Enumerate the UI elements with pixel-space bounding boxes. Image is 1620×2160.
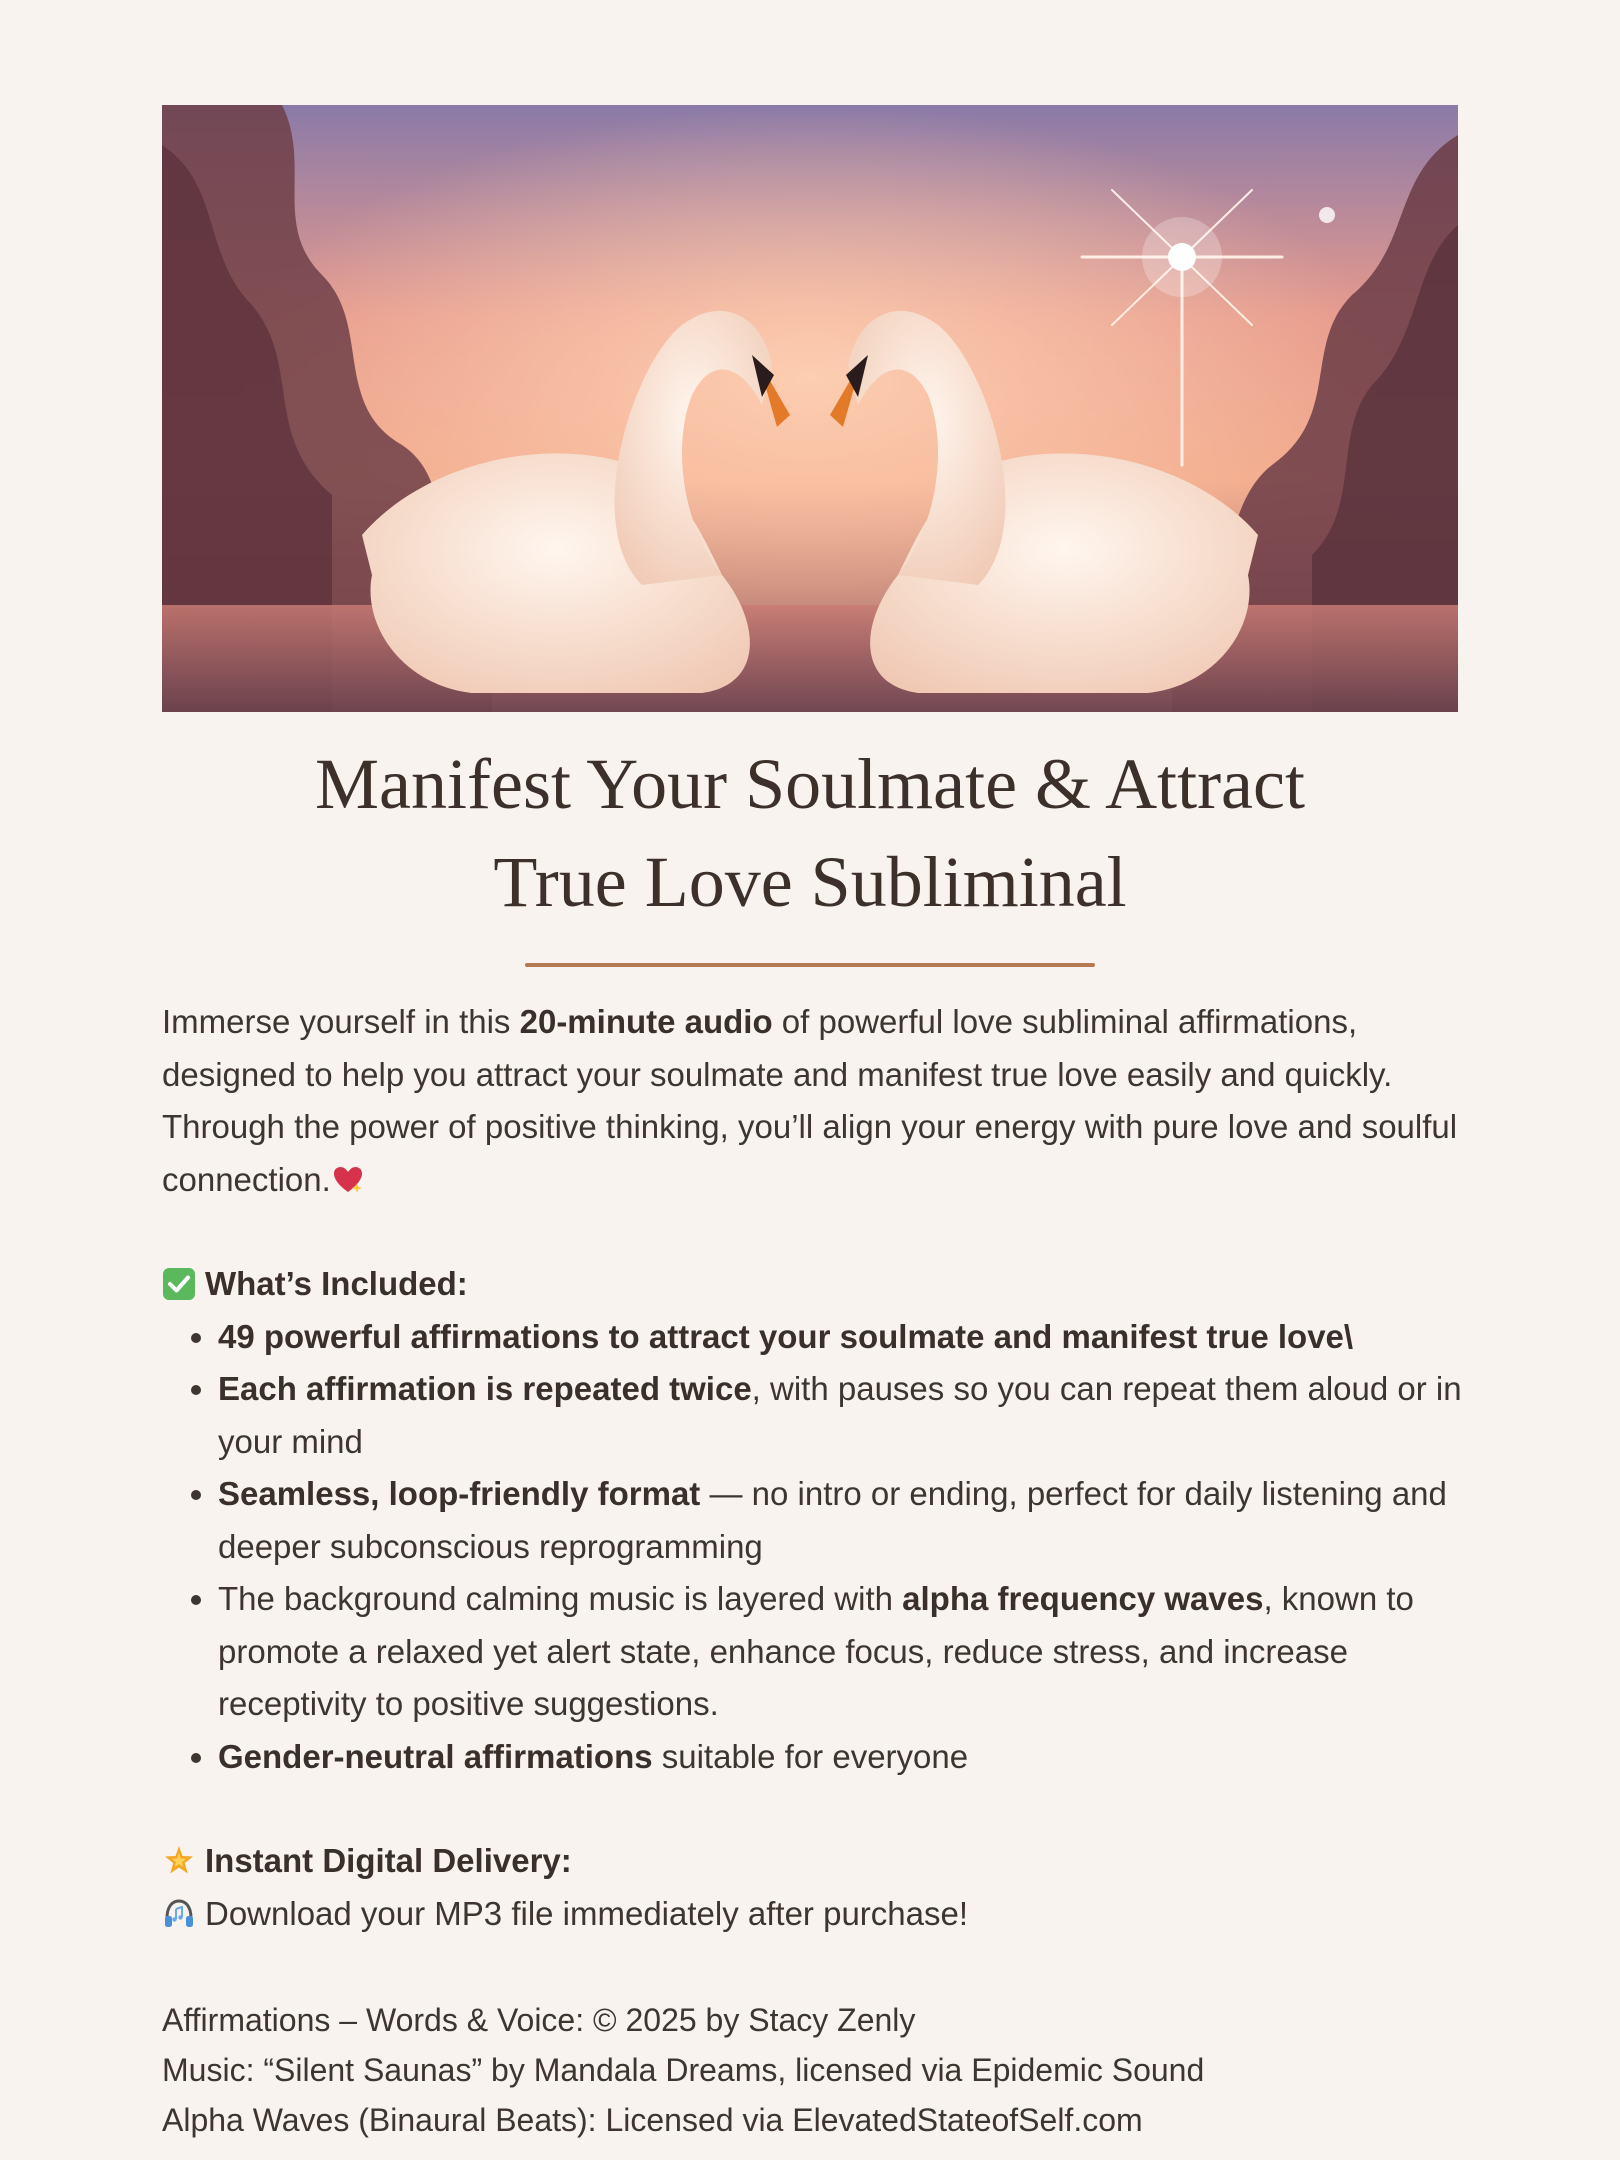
item-bold: alpha frequency waves: [902, 1580, 1264, 1617]
list-item: [218, 1363, 1462, 1468]
page-title: [162, 735, 1458, 931]
list-item: [218, 1311, 1462, 1364]
headphones-icon: [162, 1897, 196, 1931]
item-text: — no intro or ending, perfect for daily listening and deeper subconscious reprogramming: [218, 1475, 1447, 1565]
star-icon: [162, 1844, 196, 1878]
product-description: [162, 996, 1462, 1940]
included-heading: [162, 1258, 1462, 1311]
delivery-heading: [162, 1835, 1462, 1888]
list-item: [218, 1731, 1462, 1784]
intro-bold: 20-minute audio: [519, 1003, 773, 1040]
item-bold: Seamless, loop-friendly format: [218, 1475, 701, 1512]
features-list: [162, 1311, 1462, 1784]
delivery-text: [162, 1888, 1462, 1941]
credits: [162, 1995, 1462, 2145]
check-mark-icon: [162, 1267, 196, 1301]
hero-image: [162, 105, 1458, 712]
item-bold: Each affirmation is repeated twice: [218, 1370, 752, 1407]
title-divider: [525, 963, 1095, 967]
sparkling-heart-icon: [331, 1163, 365, 1197]
swans-illustration: [162, 105, 1458, 712]
credit-line-music: Music: “Silent Saunas” by Mandala Dreams, licensed via Epidemic Sound: [162, 2052, 1205, 2088]
credit-line-alpha-waves: Alpha Waves (Binaural Beats): Licensed via ElevatedStateofSelf.com: [162, 2102, 1143, 2138]
intro-text: Immerse yourself in this: [162, 1003, 520, 1040]
title-line-1: Manifest Your Soulmate & Attract: [315, 744, 1305, 824]
list-item: [218, 1573, 1462, 1731]
list-item: [218, 1468, 1462, 1573]
credit-line-affirmations: Affirmations – Words & Voice: © 2025 by Stacy Zenly: [162, 2002, 916, 2038]
delivery-text-content: Download your MP3 file immediately after purchase!: [205, 1894, 969, 1932]
intro-paragraph: [162, 996, 1462, 1206]
item-text: , known to promote a relaxed yet alert state, enhance focus, reduce stress, and increase receptivity to positive suggestions.: [218, 1580, 1414, 1722]
included-heading-text: What’s Included:: [205, 1265, 468, 1302]
item-bold: Gender-neutral affirmations: [218, 1737, 653, 1775]
delivery-heading-text: Instant Digital Delivery:: [205, 1842, 572, 1879]
item-text: , with pauses so you can repeat them aloud or in your mind: [218, 1370, 1462, 1460]
intro-text-rest: of powerful love subliminal affirmations, designed to help you attract your soulmate and manifest true love easily and quickly. Through the power of positive thinking, you’ll align your energy with pure love and soulful connection.: [162, 1003, 1458, 1198]
title-line-2: True Love Subliminal: [493, 842, 1127, 922]
item-bold: 49 powerful affirmations to attract your soulmate and manifest true love\: [218, 1317, 1354, 1355]
item-text: The background calming music is layered with: [218, 1580, 903, 1617]
item-text: suitable for everyone: [652, 1737, 969, 1775]
